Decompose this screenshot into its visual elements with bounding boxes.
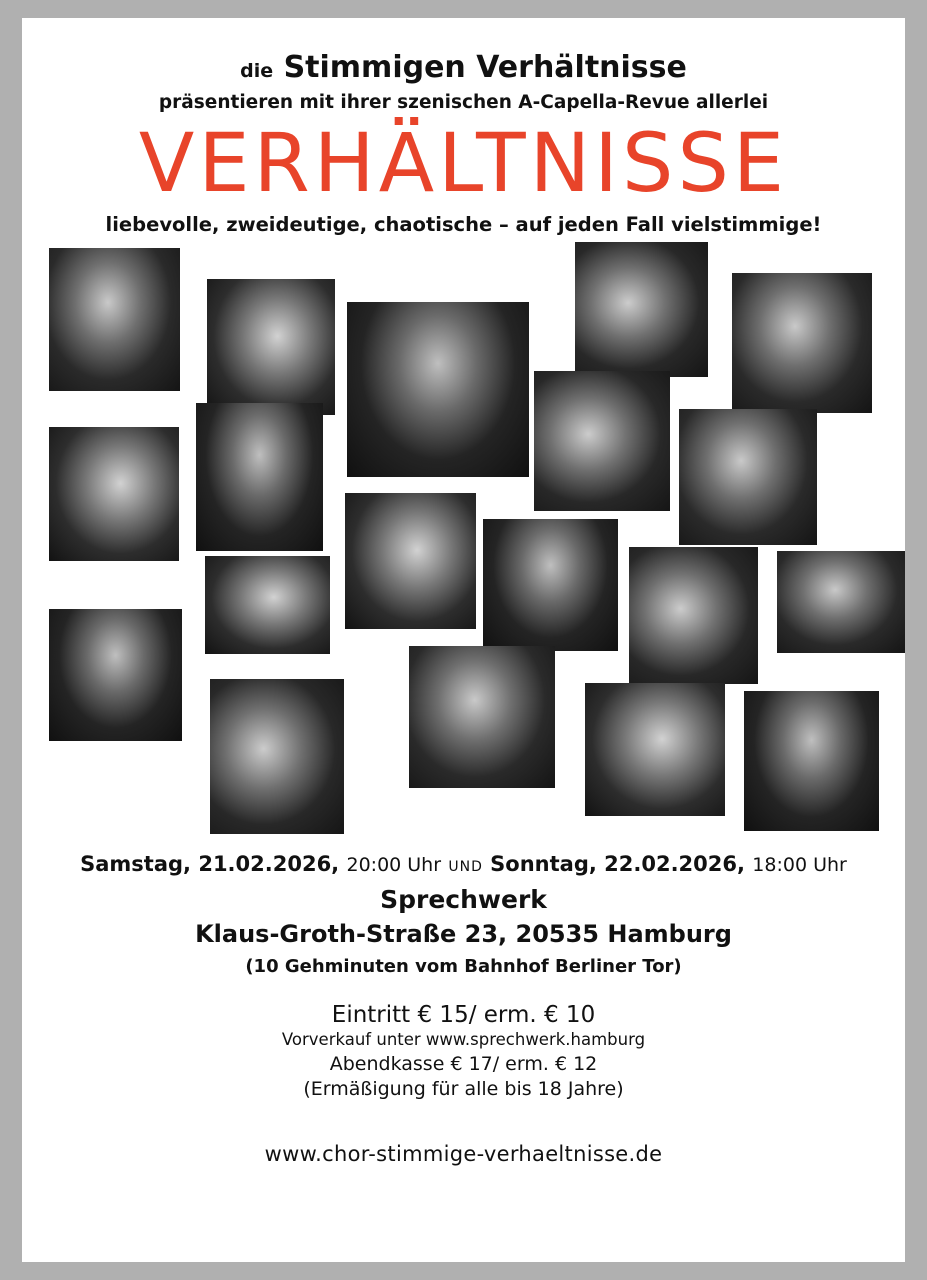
time-one: 20:00 Uhr [346, 854, 442, 877]
portrait-image [49, 609, 182, 741]
photo-man-beanie [207, 279, 335, 415]
poster-header [22, 18, 905, 236]
photo-man-glasses-up [49, 609, 182, 741]
photo-man-headphones [49, 427, 179, 561]
website-url: www.chor-stimmige-verhaeltnisse.de [264, 1142, 663, 1167]
photo-woman-kazoo-hat [777, 551, 905, 653]
ticket-entry-price: Eintritt € 15/ erm. € 10 [331, 1002, 596, 1029]
portrait-image [575, 242, 708, 377]
walking-note: (10 Gehminuten vom Bahnhof Berliner Tor) [245, 956, 682, 978]
photo-man-flute [205, 556, 330, 654]
photo-woman-pearls [744, 691, 879, 831]
poster-subtitle: präsentieren mit ihrer szenischen A-Capella-Revue allerlei [158, 91, 769, 113]
portrait-image [679, 409, 817, 545]
portrait-image [210, 679, 344, 834]
portrait-image [777, 551, 905, 653]
poster-title: VERHÄLTNISSE [138, 116, 789, 211]
group-name-prefix: die [240, 60, 274, 82]
poster-info [22, 852, 905, 1166]
portrait-image [732, 273, 872, 413]
photo-woman-djembe [49, 248, 180, 391]
portrait-image [347, 302, 529, 477]
ticket-presale: Vorverkauf unter www.sprechwerk.hamburg [281, 1030, 646, 1050]
ticket-discount-note: (Ermäßigung für alle bis 18 Jahre) [303, 1078, 624, 1101]
portrait-image [409, 646, 555, 788]
dates-conjunction: UND [448, 859, 483, 876]
venue-name: Sprechwerk [380, 885, 547, 915]
poster-tagline: liebevolle, zweideutige, chaotische – auf jeden Fall vielstimmige! [105, 213, 822, 237]
photo-woman-glasses-hands [575, 242, 708, 377]
portrait-image [345, 493, 476, 629]
photo-woman-whistle [196, 403, 323, 551]
photo-woman-microphone [345, 493, 476, 629]
photo-man-hat-hoodie [483, 519, 618, 651]
photo-woman-harmonica [629, 547, 758, 684]
group-name-line [22, 52, 905, 84]
portrait-image [49, 248, 180, 391]
portrait-image [205, 556, 330, 654]
date-two: Sonntag, 22.02.2026, [490, 852, 745, 877]
date-one: Samstag, 21.02.2026, [80, 852, 340, 877]
time-two: 18:00 Uhr [752, 854, 847, 877]
venue-address: Klaus-Groth-Straße 23, 20535 Hamburg [195, 920, 732, 949]
portrait-image [49, 427, 179, 561]
portrait-image [629, 547, 758, 684]
performance-dates [22, 852, 905, 876]
photo-woman-shortblond [732, 273, 872, 413]
poster-page [22, 18, 905, 1262]
photo-woman-drumsticks [210, 679, 344, 834]
group-name: Stimmigen Verhältnisse [283, 50, 687, 85]
portrait-image [534, 371, 670, 511]
photo-woman-ukulele [585, 683, 725, 816]
photo-woman-maracas [409, 646, 555, 788]
portrait-image [207, 279, 335, 415]
ticket-boxoffice: Abendkasse € 17/ erm. € 12 [329, 1053, 598, 1076]
portrait-image [196, 403, 323, 551]
photo-collage [22, 248, 905, 848]
photo-man-recorder-beard [534, 371, 670, 511]
portrait-image [585, 683, 725, 816]
photo-man-tuning-fork [347, 302, 529, 477]
photo-man-bald-suit [679, 409, 817, 545]
portrait-image [744, 691, 879, 831]
portrait-image [483, 519, 618, 651]
